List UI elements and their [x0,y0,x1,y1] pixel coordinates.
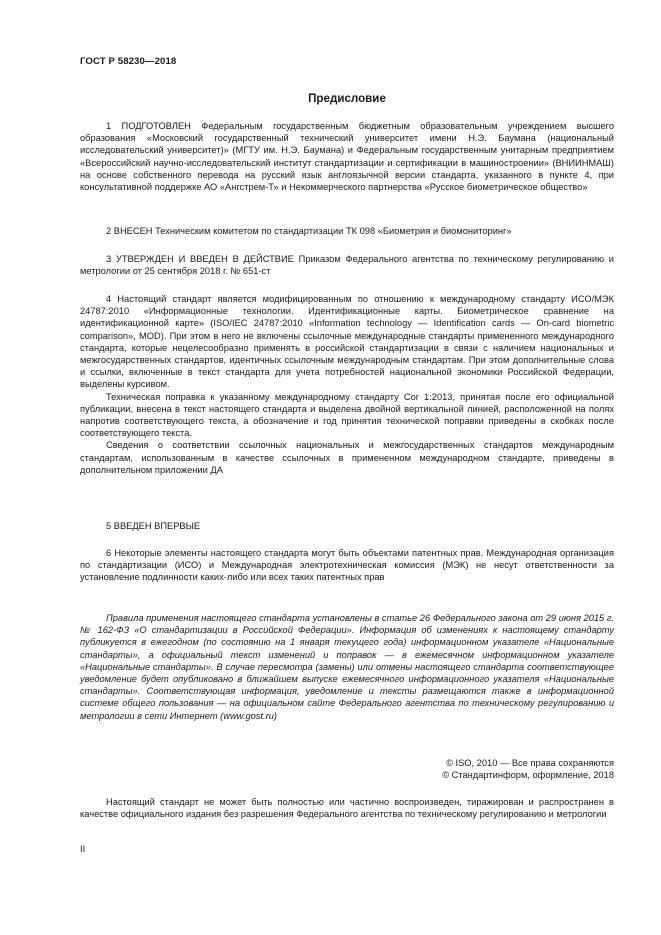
page-title: Предисловие [308,92,386,105]
section-5-text: 5 ВВЕДЕН ВПЕРВЫЕ [106,521,201,531]
document-id: ГОСТ Р 58230—2018 [80,56,177,67]
section-4 [80,293,614,476]
section-6 [80,547,614,584]
section-2 [80,225,614,237]
copyright-block [80,757,614,781]
copyright-standartinform: © Стандартинформ, оформление, 2018 [442,770,614,781]
section-2-text: 2 ВНЕСЕН Техническим комитетом по стандартизации ТК 098 «Биометрия и биомониторинг» [106,226,512,236]
section-4-references-text: Сведения о соответствии ссылочных национальных и межгосударственных стандартов международным стандартам, использованным в качестве ссылочных в примененном международном стандарте, приведены в дополнительном приложении ДА [80,440,614,475]
section-5 [80,520,614,532]
notice-text: Правила применения настоящего стандарта установлены в статье 26 Федерального закона от 29 июня 2015 г. № 162-ФЗ «О стандартизации в Российской Федерации». Информация об изменениях к настоящему стандарту публикуется в ежегодном (по состоянию на 1 января текущего года) информационном указателе «Национальные стандарты», а официальный текст изменений и поправок — в ежемесячном информационном указателе «Национальные стандарты». В случае пересмотра (замены) или отмены настоящего стандарта соответствующее уведомление будет опубликовано в ближайшем выпуске ежемесячного информационного указателя «Национальные стандарты». Соответствующая информация, уведомление и тексты размещаются также в информационной системе общего пользования — на официальном сайте Федерального агентства по техническому регулированию и метрологии в сети Интернет (www.gost.ru) [80,613,614,721]
section-3 [80,253,614,277]
notice-block [80,612,614,722]
document-page [80,0,614,935]
reproduction-block [80,796,614,820]
copyright-iso: © ISO, 2010 — Все права сохраняются [446,758,614,768]
section-4-text: 4 Настоящий стандарт является модифицированным по отношению к международному стандарту ИСО/МЭК 24787:2010 «Информационные технологии. Идентификационные карты. Биометрическое сравнение на идентификационной карте» (ISO/IEC 24787:2010 «Information technology — Identification cards — On-card biometric comparison», MOD). При этом в него не включены ссылочные международные стандарты примененного международного стандарта, которые нецелесообразно применять в российской стандартизации в связи с наличием национальных и межгосударственных стандартов, идентичных ссылочным международным стандартам. При этом дополнительные слова и ссылки, включенные в текст стандарта для учета потребностей национальной экономики Российской Федерации, выделены курсивом. [80,294,614,390]
section-3-text: 3 УТВЕРЖДЕН И ВВЕДЕН В ДЕЙСТВИЕ Приказом Федерального агентства по техническому регулированию и метрологии от 25 сентября 2018 г. № 651-ст [80,254,614,277]
section-6-text: 6 Некоторые элементы настоящего стандарта могут быть объектами патентных прав. Международная организация по стандартизации (ИСО) и Международная электротехническая комиссия (МЭК) не несут ответственности за установление подлинности каких-либо или всех таких патентных прав [80,548,614,583]
section-1-text: 1 ПОДГОТОВЛЕН Федеральным государственным бюджетным образовательным учреждением высшего образования «Московский государственный технический университет имени Н.Э. Баумана (национальный исследовательский университет)» (МГТУ им. Н.Э. Баумана) и Федеральным государственным унитарным предприятием «Всероссийский научно-исследовательский институт стандартизации и сертификации в машиностроении» (ВНИИНМАШ) на основе собственного перевода на русский язык англоязычной версии стандарта, указанного в пункте 4, при консультативной поддержке АО «Ангстрем-Т» и Некоммерческого партнерства «Русское биометрическое общество» [80,121,614,193]
section-4-correction-text: Техническая поправка к указанному международному стандарту Cor 1:2013, принятая после его официальной публикации, внесена в текст настоящего стандарта и выделена двойной вертикальной линией, расположенной на полях напротив соответствующего текста, а обозначение и год принятия технической поправки приведены в скобках после соответствующего текста. [80,391,614,439]
section-1 [80,120,614,193]
page-number: II [80,844,86,854]
reproduction-text: Настоящий стандарт не может быть полностью или частично воспроизведен, тиражирован и распространен в качестве официального издания без разрешения Федерального агентства по техническому регулированию и метрологии [80,797,614,820]
